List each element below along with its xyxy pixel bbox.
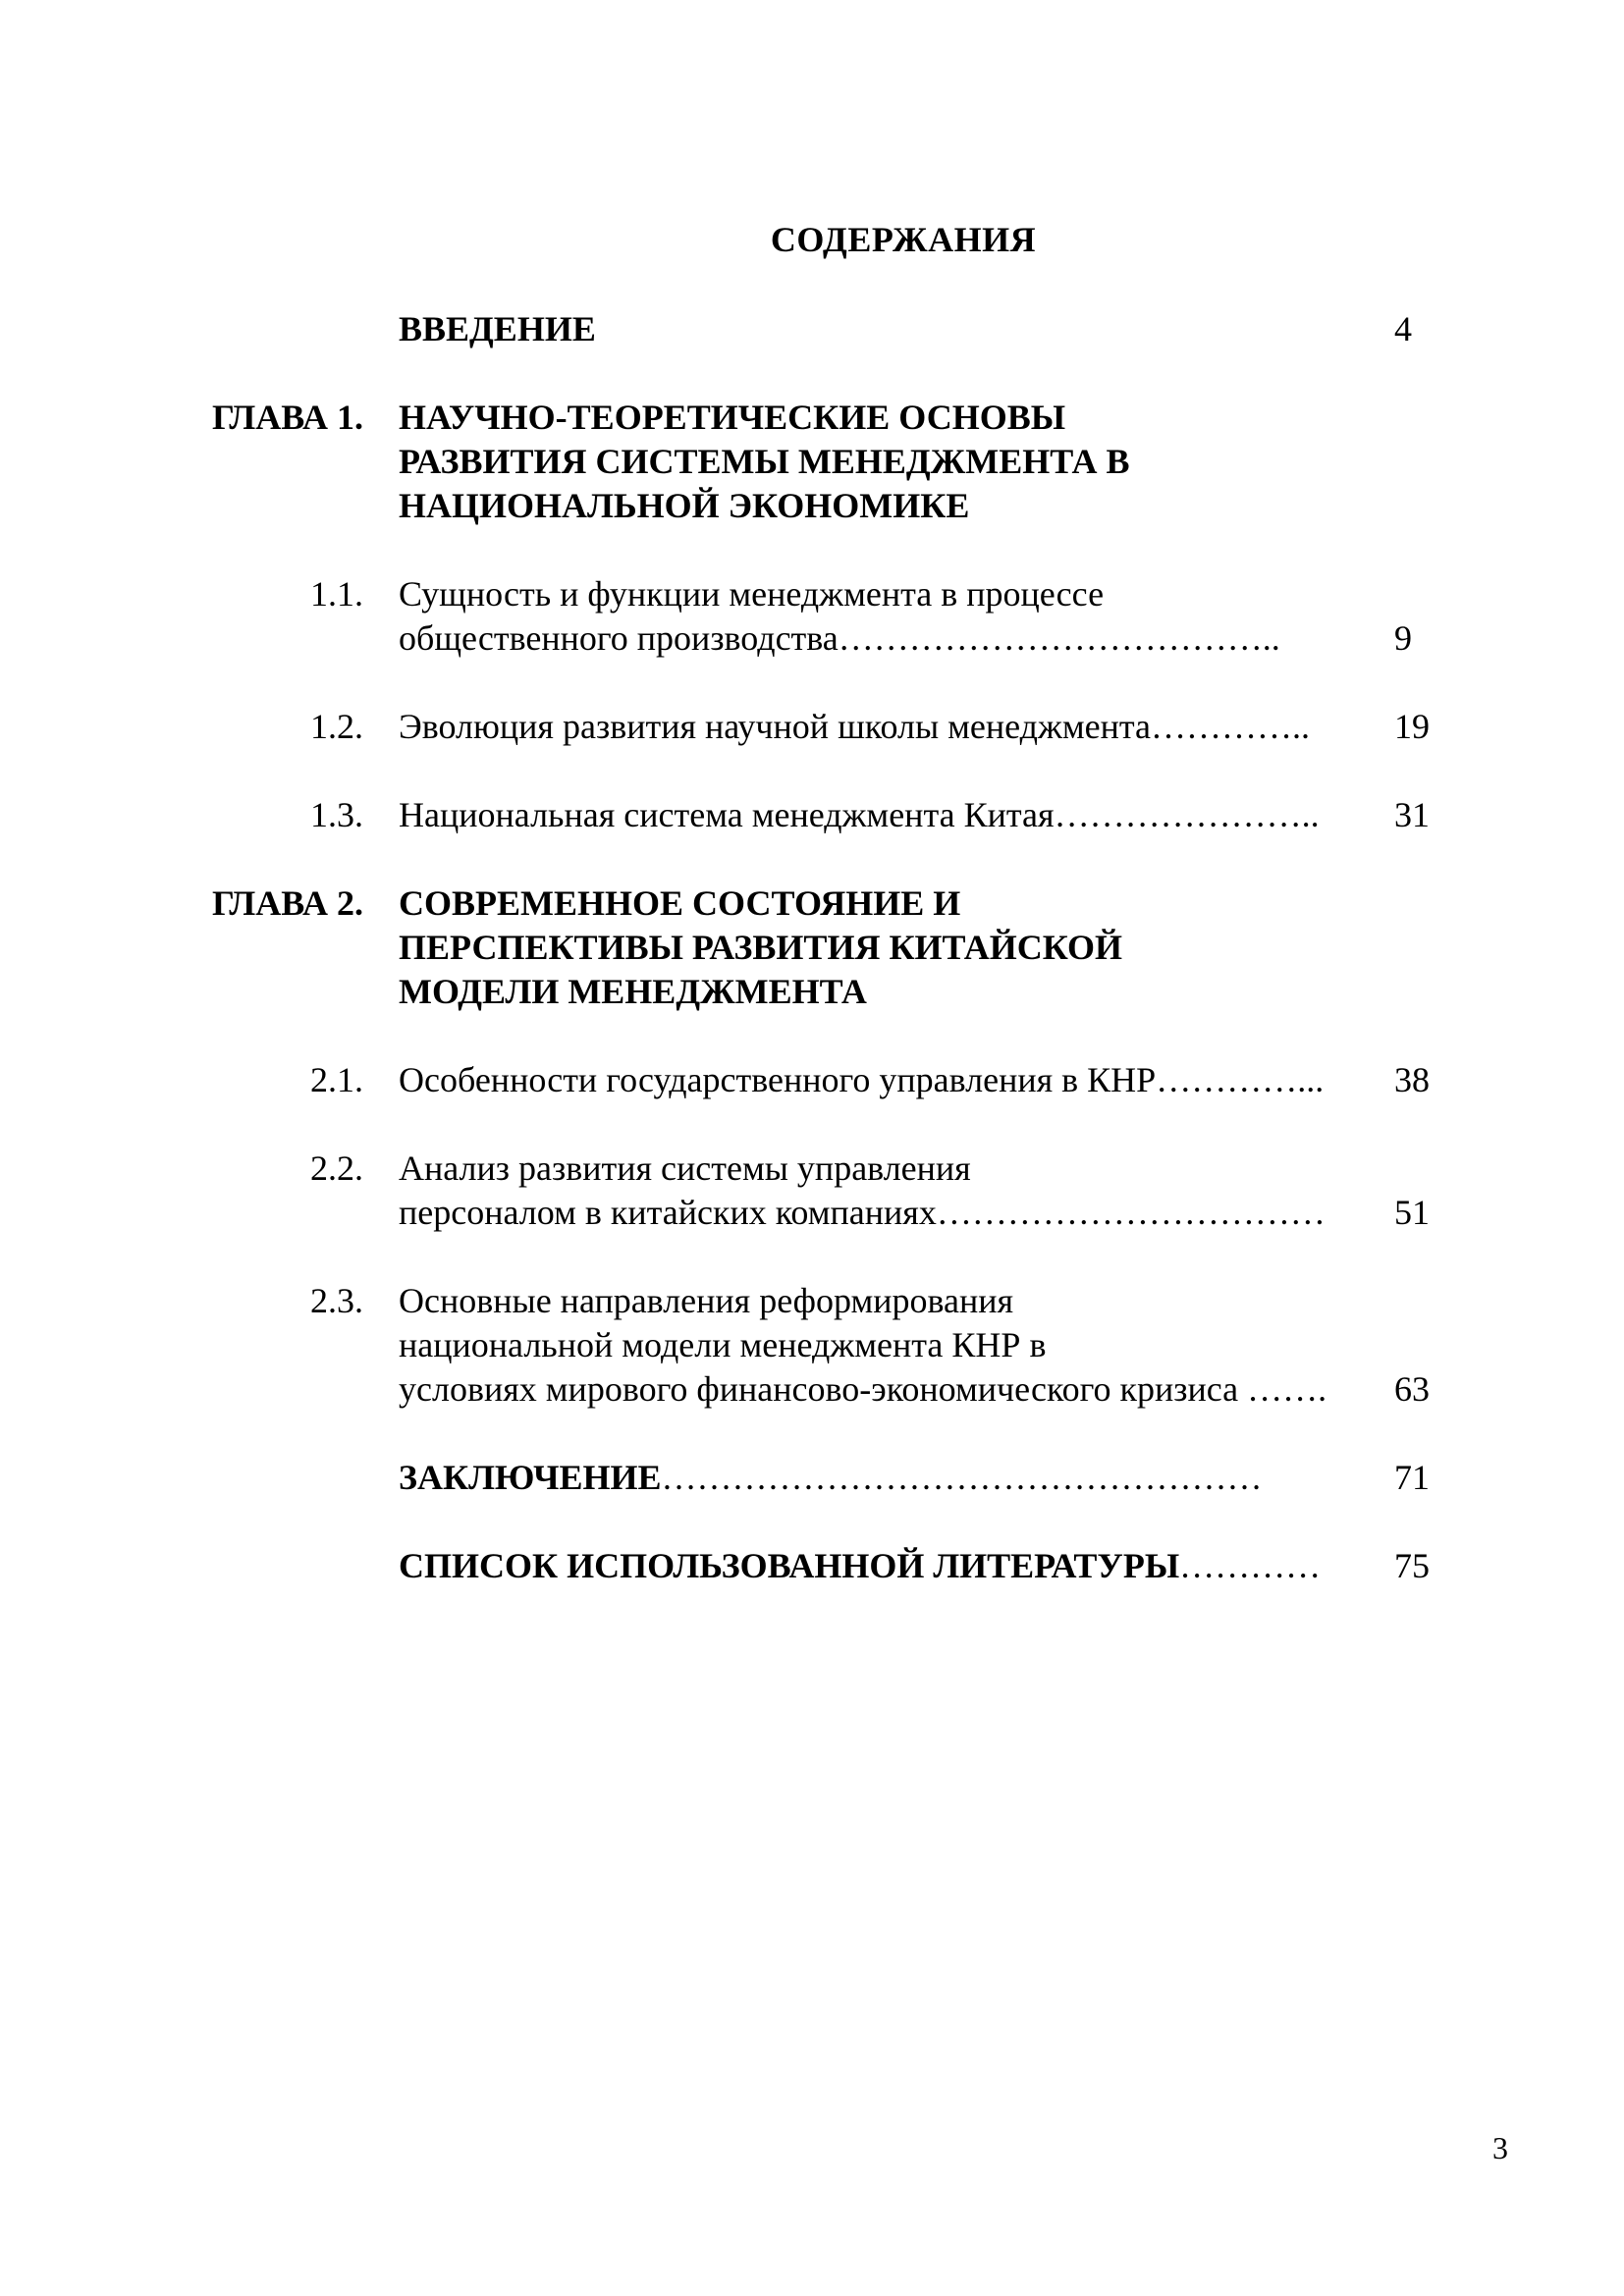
chapter-title-line: РАЗВИТИЯ СИСТЕМЫ МЕНЕДЖМЕНТА В	[399, 442, 1130, 481]
chapter-title-line: НАЦИОНАЛЬНОЙ ЭКОНОМИКЕ	[399, 486, 970, 525]
toc-entry-title	[399, 1456, 1410, 1500]
section-title-line: Анализ развития системы управления	[399, 1148, 971, 1188]
section-title-line	[399, 616, 1410, 661]
leader-dots: ……………………………………………	[661, 1458, 1263, 1497]
section-title-line: Сущность и функции менеджмента в процессе	[399, 574, 1105, 614]
section-title-text: Эволюция развития научной школы менеджмента	[399, 707, 1152, 746]
section-title-text: Особенности государственного управления в КНР	[399, 1060, 1157, 1099]
section-page: 19	[1394, 707, 1430, 746]
section-title-text: общественного производства	[399, 618, 839, 658]
chapter-title-line: ПЕРСПЕКТИВЫ РАЗВИТИЯ КИТАЙСКОЙ	[399, 928, 1122, 967]
section-title	[399, 793, 1410, 837]
leader-dots: …………..	[1151, 707, 1311, 746]
toc-entry-text: СПИСОК ИСПОЛЬЗОВАННОЙ ЛИТЕРАТУРЫ	[399, 1546, 1180, 1585]
section-label: 1.3.	[310, 795, 363, 834]
section-title-text: условиях мирового финансово-экономического кризиса	[399, 1369, 1239, 1409]
section-page: 51	[1394, 1193, 1430, 1232]
section-label: 1.1.	[310, 574, 363, 614]
section-title-line	[399, 1191, 1410, 1235]
section-page: 31	[1394, 795, 1430, 834]
section-label: 2.1.	[310, 1060, 363, 1099]
toc-entry-page: 75	[1394, 1546, 1430, 1585]
section-page: 63	[1394, 1369, 1430, 1409]
section-title	[399, 705, 1410, 749]
section-page: 38	[1394, 1060, 1430, 1099]
section-title	[399, 1058, 1410, 1102]
chapter-label: ГЛАВА 2.	[211, 883, 363, 923]
chapter-label: ГЛАВА 1.	[211, 398, 363, 437]
section-label: 1.2.	[310, 707, 363, 746]
section-title-line: национальной модели менеджмента КНР в	[399, 1325, 1047, 1364]
leader-dots: ………………………………..	[838, 618, 1280, 658]
section-label: 2.2.	[310, 1148, 363, 1188]
chapter-title	[399, 881, 1410, 1014]
section-title-text: Национальная система менеджмента Китая	[399, 795, 1055, 834]
section-title-text: персоналом в китайских компаниях	[399, 1193, 937, 1232]
leader-dots: …………………..	[1054, 795, 1320, 834]
leader-dots: …….	[1238, 1369, 1327, 1409]
toc-entry-text: ЗАКЛЮЧЕНИЕ	[399, 1458, 662, 1497]
section-title-line	[399, 1367, 1410, 1412]
leader-dots: ……………………………	[936, 1193, 1326, 1232]
toc-entry-page: 4	[1394, 309, 1412, 348]
section-title	[399, 572, 1410, 661]
section-page: 9	[1394, 618, 1412, 658]
toc-entry-title	[399, 1544, 1410, 1588]
chapter-title-line: НАУЧНО-ТЕОРЕТИЧЕСКИЕ ОСНОВЫ	[399, 398, 1066, 437]
toc-title: СОДЕРЖАНИЯ	[770, 220, 1037, 259]
chapter-title	[399, 396, 1410, 528]
chapter-title-line: МОДЕЛИ МЕНЕДЖМЕНТА	[399, 972, 867, 1011]
page-number: 3	[1492, 2130, 1508, 2165]
toc-entry-text: ВВЕДЕНИЕ	[399, 309, 596, 348]
toc-entry-page: 71	[1394, 1458, 1430, 1497]
chapter-title-line: СОВРЕМЕННОЕ СОСТОЯНИЕ И	[399, 883, 961, 923]
section-label: 2.3.	[310, 1281, 363, 1320]
section-title	[399, 1147, 1410, 1235]
section-title-line: Основные направления реформирования	[399, 1281, 1014, 1320]
leader-dots: …………...	[1156, 1060, 1325, 1099]
leader-dots: …………	[1179, 1546, 1322, 1585]
section-title	[399, 1279, 1410, 1412]
